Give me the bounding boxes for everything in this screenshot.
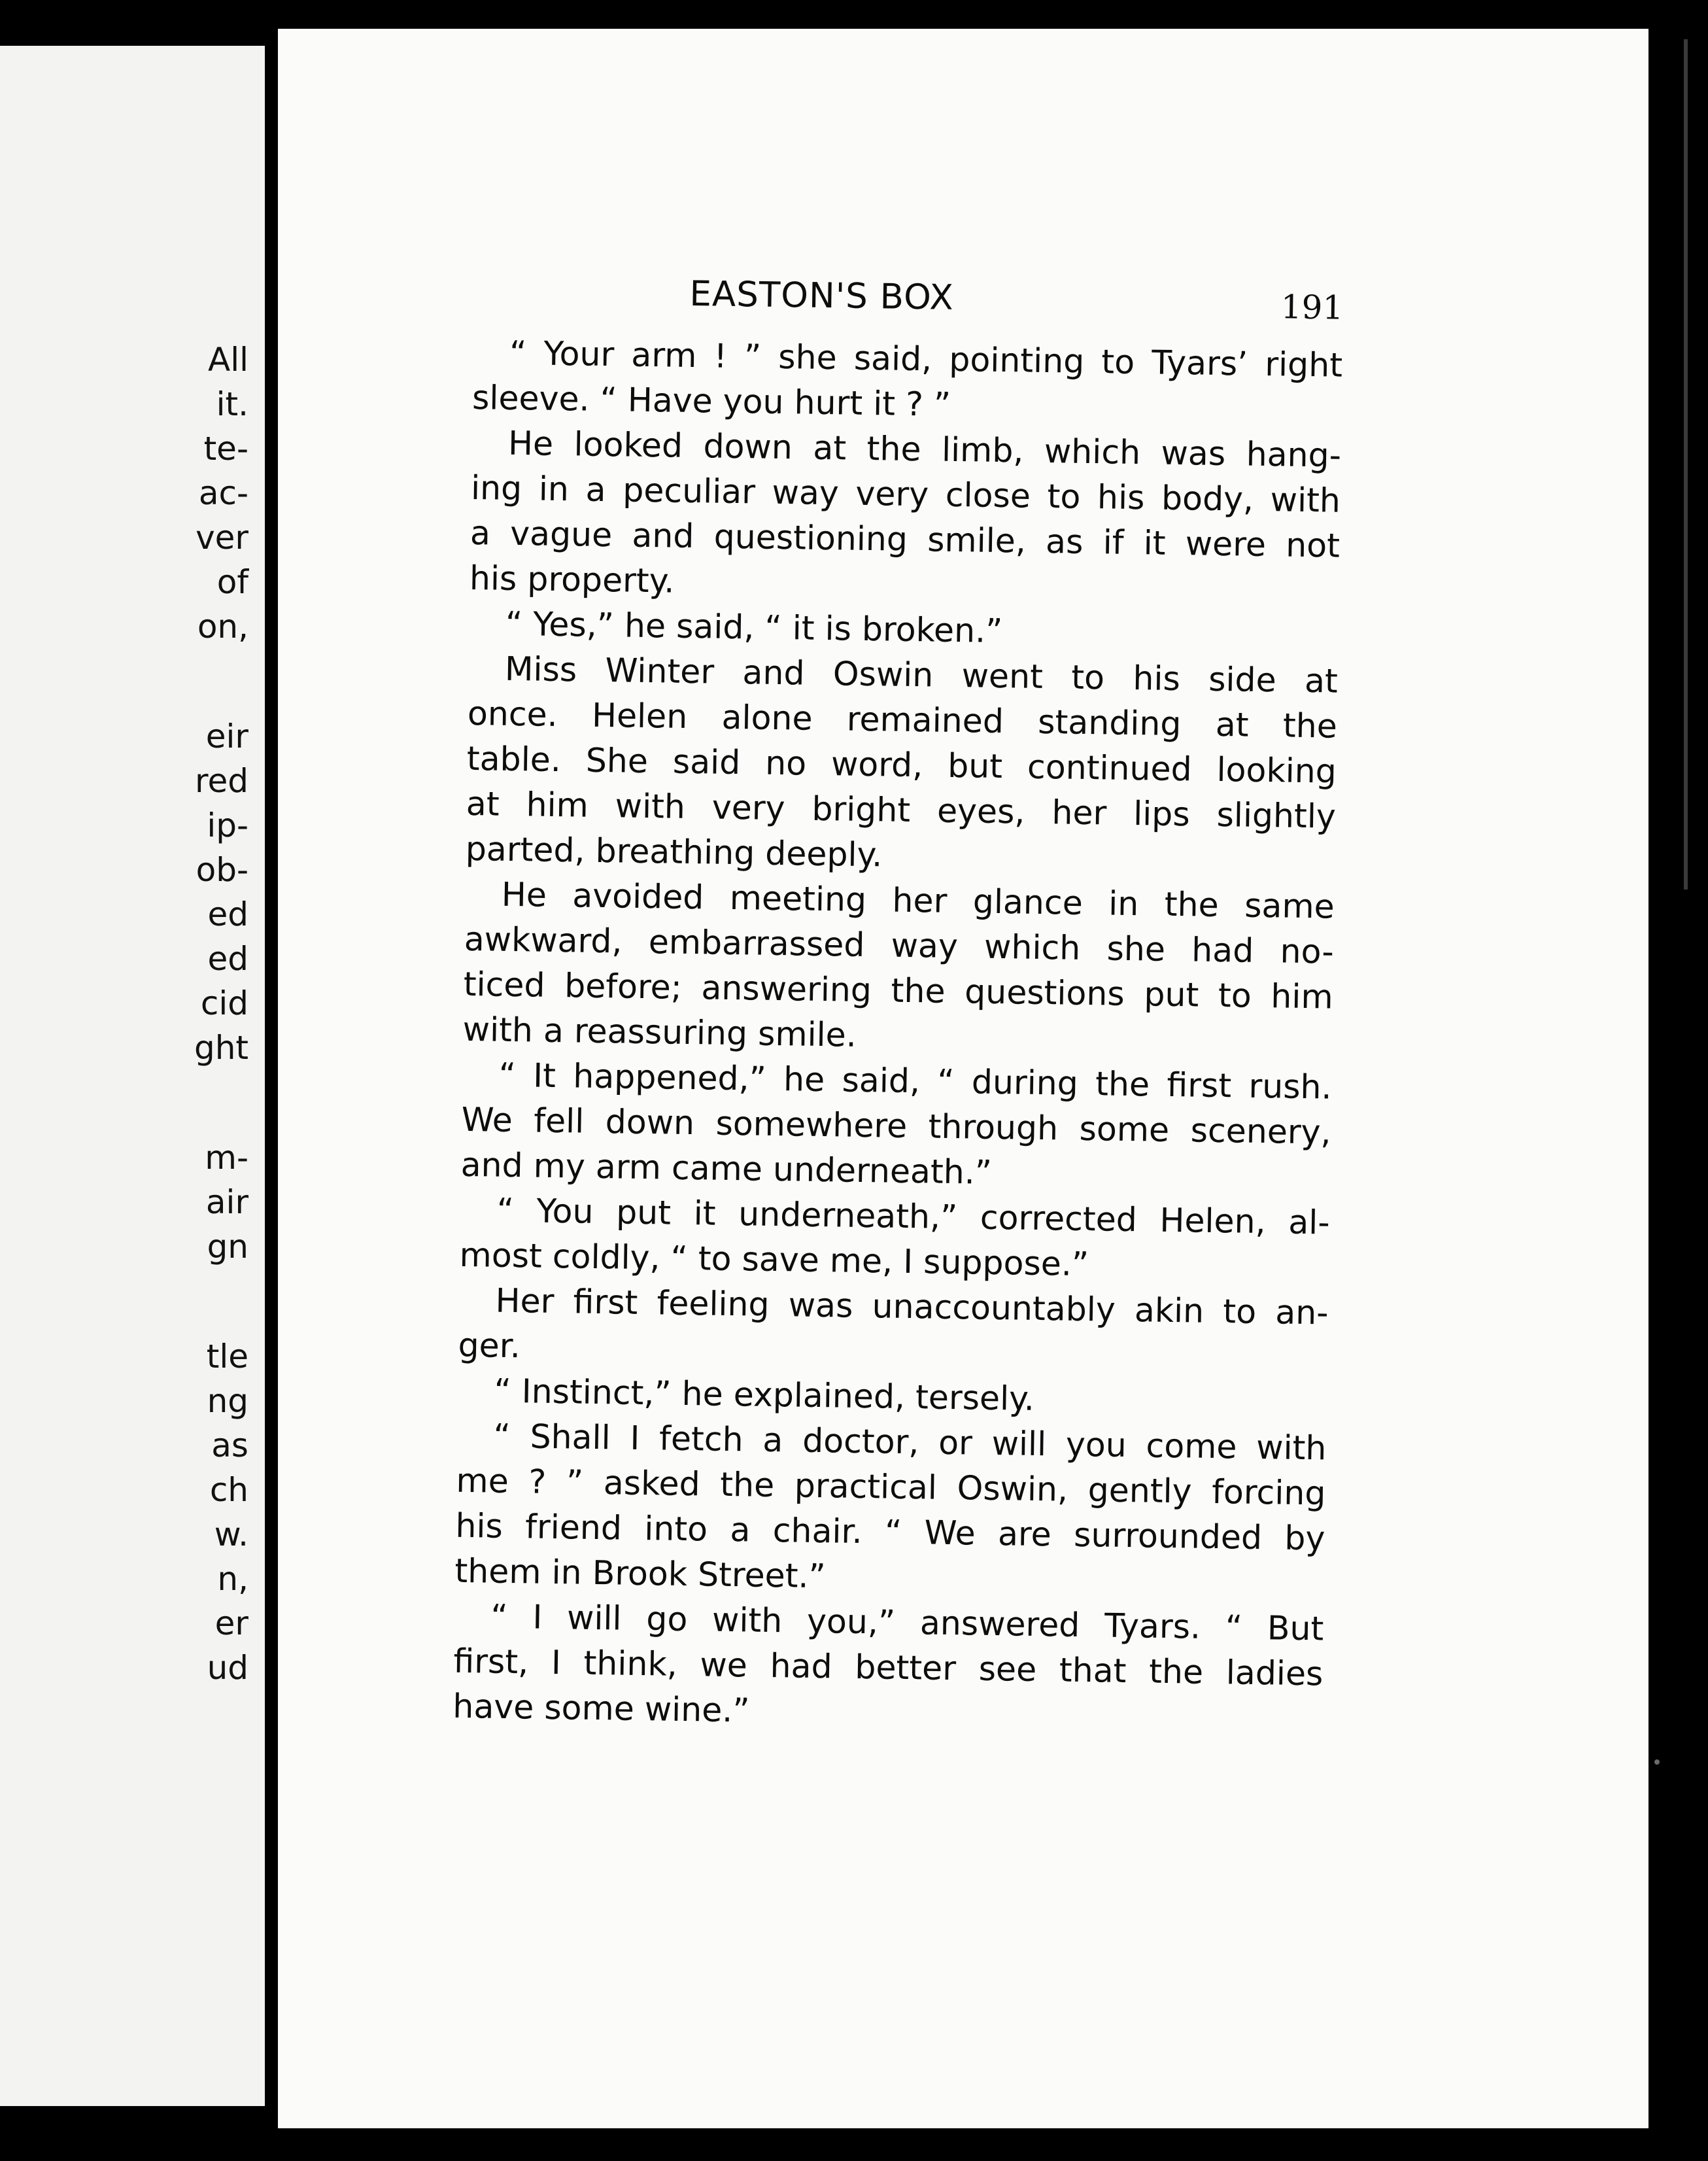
text-line: his property.	[469, 558, 675, 600]
text-line: ticed before; answering the questions put to him	[463, 964, 1334, 1016]
paragraph	[460, 1052, 1332, 1200]
text-line: a vague and questioning smile, as if it were not	[470, 513, 1341, 565]
text-line: “ Shall I fetch a doctor, or will you come with	[493, 1416, 1327, 1468]
facing-page-fragment: of	[216, 563, 248, 601]
facing-page-fragment: w.	[214, 1515, 248, 1553]
facing-page-fragment: cid	[200, 984, 248, 1022]
text-line: Her first feeling was unaccountably akin to an-	[495, 1281, 1329, 1332]
facing-page-fragment: gn	[207, 1228, 248, 1266]
running-title: EASTON'S BOX	[689, 273, 955, 318]
page-number: 191	[1280, 288, 1344, 327]
scan-edge-shadow	[1684, 39, 1688, 890]
facing-page-fragment: air	[205, 1183, 248, 1221]
facing-page-fragment: ng	[207, 1382, 248, 1420]
text-line: He avoided meeting her glance in the same	[501, 874, 1335, 926]
facing-page-fragment: as	[211, 1426, 248, 1464]
facing-page	[0, 46, 265, 2106]
facing-page-fragment: ob-	[196, 851, 248, 889]
paragraph	[454, 1413, 1327, 1606]
text-line: “ Yes,” he said, “ it is broken.”	[505, 604, 1003, 651]
paragraph	[459, 1187, 1330, 1290]
text-line: Miss Winter and Oswin went to his side at	[504, 649, 1339, 700]
text-line: once. Helen alone remained standing at the	[467, 693, 1338, 746]
text-line: them in Brook Street.”	[454, 1551, 827, 1596]
paragraph	[453, 1593, 1324, 1742]
facing-page-fragment: red	[195, 762, 248, 800]
facing-page-fragment: ip-	[207, 806, 248, 844]
facing-page-fragment: it.	[216, 385, 248, 423]
scan-speck	[1654, 1759, 1660, 1765]
body-text	[453, 330, 1343, 1741]
facing-page-fragment: m-	[205, 1139, 248, 1177]
text-line: and my arm came underneath.”	[460, 1145, 993, 1192]
facing-page-fragment: on,	[197, 608, 248, 646]
text-line: sleeve. “ Have you hurt it ? ”	[471, 377, 951, 424]
text-line: He looked down at the limb, which was hang-	[507, 423, 1342, 475]
text-line: most coldly, “ to save me, I suppose.”	[459, 1235, 1089, 1284]
text-line: table. She said no word, but continued looking	[466, 738, 1337, 791]
page-text-block	[453, 271, 1638, 1746]
text-line: me ? ” asked the practical Oswin, gently forcing	[456, 1461, 1326, 1513]
paragraph	[472, 330, 1343, 433]
text-line: “ I will go with you,” answered Tyars. “ But	[490, 1597, 1324, 1648]
text-line: We fell down somewhere through some scenery,	[461, 1099, 1332, 1152]
text-line: awkward, embarrassed way which she had no-	[464, 919, 1335, 971]
text-line: ing in a peculiar way very close to his body, with	[470, 468, 1341, 520]
text-line: “ It happened,” he said, “ during the first rush.	[498, 1055, 1333, 1107]
text-line: “ Your arm ! ” she said, pointing to Tyars’ right	[509, 333, 1343, 385]
text-line: ger.	[458, 1325, 521, 1366]
facing-page-fragment: ac-	[198, 474, 248, 512]
paragraph	[470, 420, 1342, 614]
text-line: “ Instinct,” he explained, tersely.	[494, 1371, 1035, 1418]
book-page	[278, 29, 1648, 2128]
text-line: with a reassuring smile.	[462, 1009, 857, 1054]
facing-page-fragment: ud	[207, 1649, 248, 1687]
facing-page-fragment: eir	[205, 717, 248, 755]
facing-page-fragment: n,	[217, 1560, 248, 1598]
facing-page-fragment: All	[208, 341, 248, 379]
facing-page-fragment: ght	[194, 1029, 248, 1067]
facing-page-fragment: ed	[207, 895, 248, 933]
paragraph	[458, 1277, 1329, 1381]
facing-page-fragment: ed	[207, 940, 248, 978]
text-line: his friend into a chair. “ We are surrounded by	[455, 1506, 1325, 1558]
text-line: first, I think, we had better see that the ladies	[453, 1641, 1324, 1693]
paragraph	[465, 646, 1338, 884]
facing-page-fragment: er	[214, 1604, 248, 1642]
paragraph	[462, 871, 1335, 1065]
text-line: “ You put it underneath,” corrected Helen, al-	[496, 1190, 1330, 1242]
text-line: parted, breathing deeply.	[465, 829, 883, 874]
text-line: at him with very bright eyes, her lips slightly	[466, 784, 1337, 836]
facing-page-fragment: ver	[196, 519, 248, 557]
facing-page-fragment: tle	[206, 1338, 248, 1375]
book-gutter	[265, 26, 278, 2132]
facing-page-fragment: ch	[209, 1471, 248, 1509]
text-line: have some wine.”	[453, 1686, 750, 1730]
facing-page-fragment: te-	[203, 430, 248, 468]
